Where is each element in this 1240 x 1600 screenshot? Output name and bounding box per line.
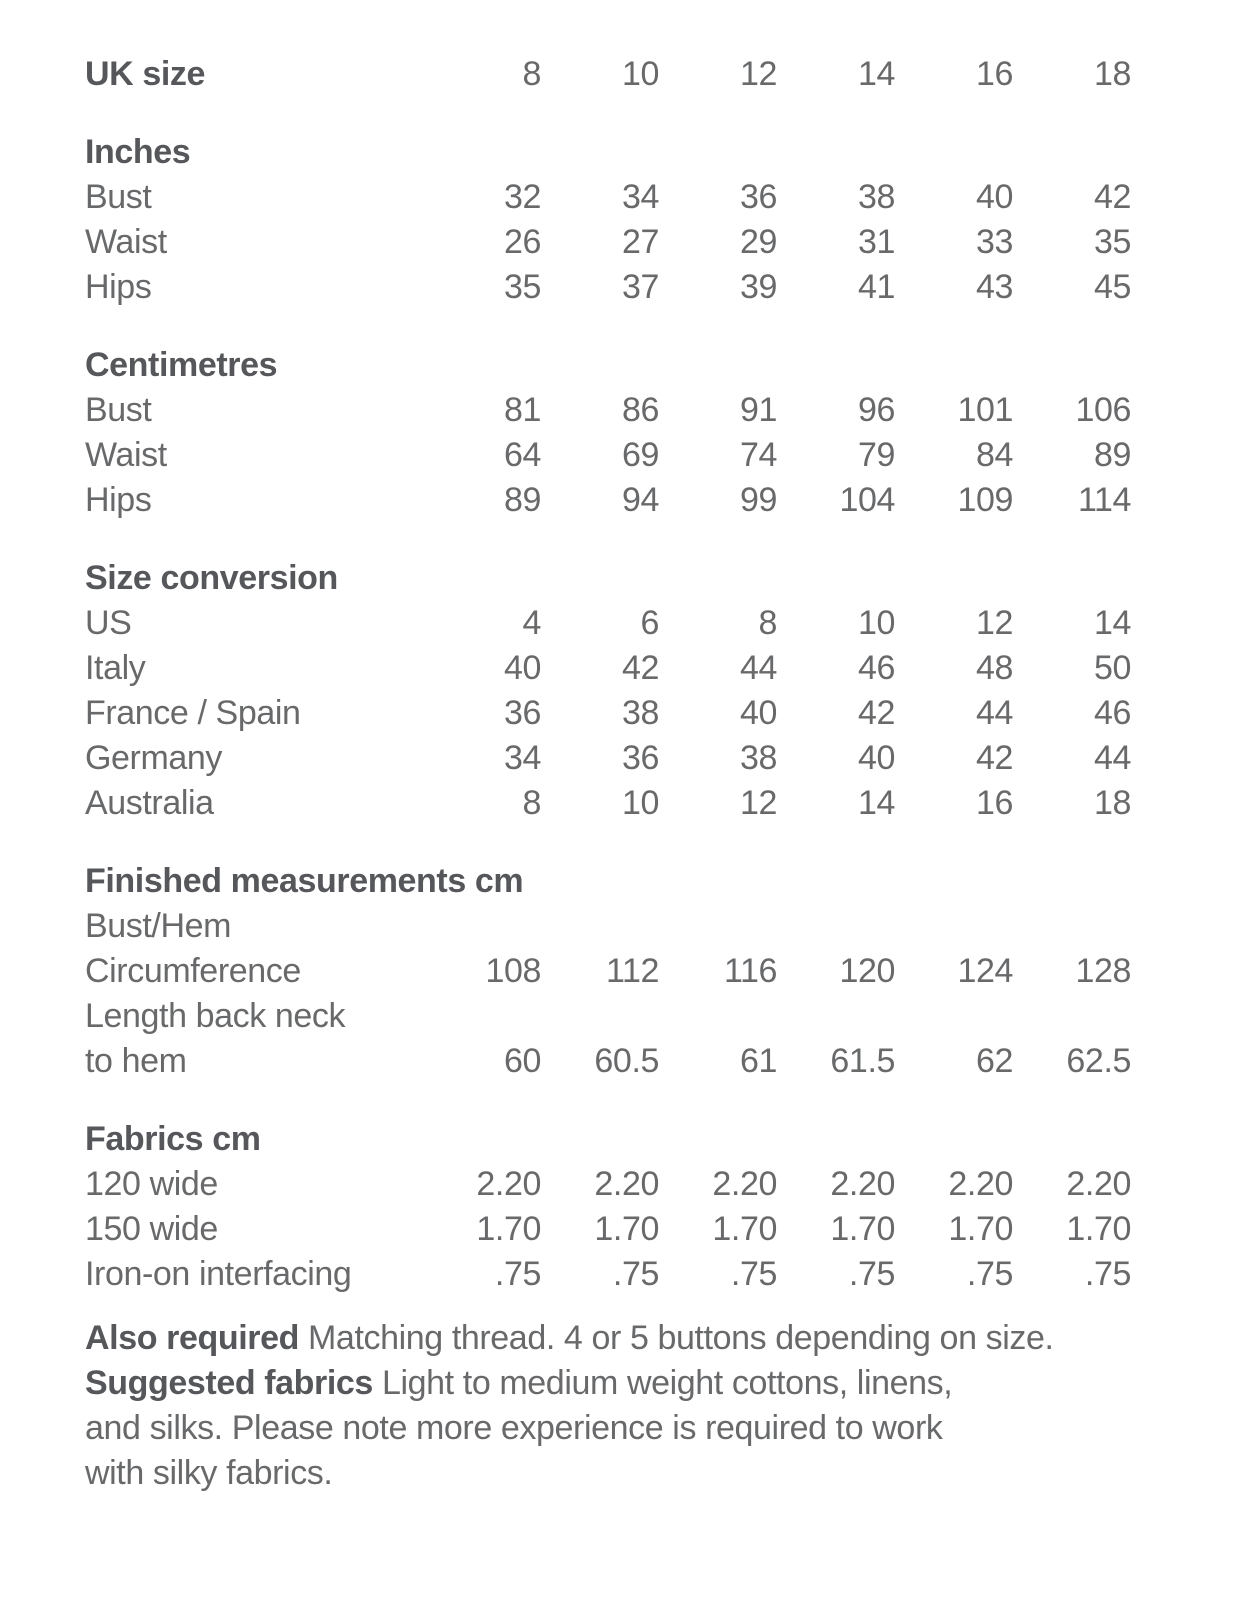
- row-label: Waist: [85, 436, 167, 474]
- row-label: Bust/Hem: [85, 907, 232, 945]
- cell-value: 42: [621, 649, 659, 687]
- cell-value: 60: [503, 1042, 541, 1080]
- section-title-centimetres: Centimetres: [85, 346, 278, 384]
- uk-size-value: 8: [522, 55, 541, 93]
- table-row: [85, 994, 1131, 1039]
- cell-value: 84: [975, 436, 1013, 474]
- cell-value: 81: [503, 391, 541, 429]
- table-row: [85, 1207, 1131, 1252]
- table-row: [85, 175, 1131, 220]
- cell-value: 37: [621, 268, 659, 306]
- row-label: Australia: [85, 784, 214, 822]
- cell-value: 42: [857, 694, 895, 732]
- table-row: [85, 736, 1131, 781]
- cell-value: 40: [503, 649, 541, 687]
- cell-value: 79: [857, 436, 895, 474]
- cell-value: 26: [503, 223, 541, 261]
- cell-value: 16: [975, 784, 1013, 822]
- cell-value: 61.5: [830, 1042, 895, 1080]
- cell-value: 50: [1093, 649, 1131, 687]
- cell-value: 112: [605, 952, 659, 990]
- uk-size-value: 18: [1093, 55, 1131, 93]
- table-row: [85, 1252, 1131, 1297]
- cell-value: 91: [739, 391, 777, 429]
- cell-value: 1.70: [476, 1210, 541, 1248]
- cell-value: 62.5: [1066, 1042, 1131, 1080]
- table-header-row: [85, 52, 1131, 97]
- cell-value: 10: [857, 604, 895, 642]
- cell-value: 38: [621, 694, 659, 732]
- cell-value: 96: [857, 391, 895, 429]
- cell-value: 2.20: [1066, 1165, 1131, 1203]
- cell-value: 40: [857, 739, 895, 777]
- row-label: 120 wide: [85, 1165, 218, 1203]
- row-label: Hips: [85, 268, 152, 306]
- cell-value: 45: [1093, 268, 1131, 306]
- table-row: [85, 904, 1131, 949]
- cell-value: 44: [975, 694, 1013, 732]
- table-row: [85, 601, 1131, 646]
- cell-value: 2.20: [712, 1165, 777, 1203]
- cell-value: 1.70: [594, 1210, 659, 1248]
- cell-value: 120: [839, 952, 895, 990]
- cell-value: 10: [621, 784, 659, 822]
- cell-value: 29: [739, 223, 777, 261]
- cell-value: 116: [723, 952, 777, 990]
- cell-value: .75: [966, 1255, 1013, 1293]
- row-label: Waist: [85, 223, 167, 261]
- cell-value: 62: [975, 1042, 1013, 1080]
- cell-value: 74: [739, 436, 777, 474]
- cell-value: 109: [957, 481, 1013, 519]
- cell-value: .75: [494, 1255, 541, 1293]
- row-label: France / Spain: [85, 694, 301, 732]
- note-text: Light to medium weight cottons, linens,: [372, 1364, 953, 1402]
- cell-value: 40: [975, 178, 1013, 216]
- cell-value: 40: [739, 694, 777, 732]
- cell-value: 46: [857, 649, 895, 687]
- cell-value: 89: [1093, 436, 1131, 474]
- row-label: to hem: [85, 1042, 187, 1080]
- note-continuation: [85, 1451, 1185, 1496]
- note-text: with silky fabrics.: [85, 1454, 333, 1492]
- cell-value: 34: [503, 739, 541, 777]
- uk-size-value: 16: [975, 55, 1013, 93]
- cell-value: 27: [621, 223, 659, 261]
- cell-value: 18: [1093, 784, 1131, 822]
- notes-paragraph: [85, 1316, 1185, 1496]
- cell-value: 43: [975, 268, 1013, 306]
- cell-value: .75: [848, 1255, 895, 1293]
- cell-value: 36: [739, 178, 777, 216]
- row-label: Italy: [85, 649, 146, 687]
- note-continuation: [85, 1406, 1185, 1451]
- row-label: Hips: [85, 481, 152, 519]
- note-suggested-fabrics: [85, 1361, 1185, 1406]
- note-lead: Also required: [85, 1319, 299, 1357]
- uk-size-label: UK size: [85, 55, 206, 93]
- table-row: [85, 1039, 1131, 1084]
- cell-value: 14: [857, 784, 895, 822]
- section-title-finished-measurements: Finished measurements cm: [85, 862, 524, 900]
- cell-value: 35: [503, 268, 541, 306]
- cell-value: 69: [621, 436, 659, 474]
- row-label: Circumference: [85, 952, 301, 990]
- table-row: [85, 265, 1131, 310]
- cell-value: 36: [621, 739, 659, 777]
- cell-value: 104: [839, 481, 895, 519]
- cell-value: 128: [1075, 952, 1131, 990]
- cell-value: 44: [739, 649, 777, 687]
- cell-value: 42: [1093, 178, 1131, 216]
- cell-value: 32: [503, 178, 541, 216]
- cell-value: 94: [621, 481, 659, 519]
- cell-value: .75: [612, 1255, 659, 1293]
- cell-value: 8: [758, 604, 777, 642]
- table-row: [85, 220, 1131, 265]
- size-chart-table: [85, 52, 1131, 1297]
- section-title-row: [85, 1084, 1131, 1162]
- table-row: [85, 949, 1131, 994]
- cell-value: 114: [1077, 481, 1131, 519]
- table-row: [85, 781, 1131, 826]
- cell-value: 34: [621, 178, 659, 216]
- cell-value: 6: [640, 604, 659, 642]
- table-row: [85, 433, 1131, 478]
- row-label: Germany: [85, 739, 223, 777]
- cell-value: 86: [621, 391, 659, 429]
- cell-value: 42: [975, 739, 1013, 777]
- cell-value: 38: [857, 178, 895, 216]
- cell-value: 41: [857, 268, 895, 306]
- cell-value: 2.20: [476, 1165, 541, 1203]
- cell-value: 60.5: [594, 1042, 659, 1080]
- table-row: [85, 691, 1131, 736]
- cell-value: 101: [957, 391, 1013, 429]
- row-label: Length back neck: [85, 997, 346, 1035]
- cell-value: 36: [503, 694, 541, 732]
- cell-value: 2.20: [594, 1165, 659, 1203]
- cell-value: 1.70: [1066, 1210, 1131, 1248]
- row-label: 150 wide: [85, 1210, 218, 1248]
- uk-size-value: 14: [857, 55, 895, 93]
- cell-value: 1.70: [948, 1210, 1013, 1248]
- cell-value: 99: [739, 481, 777, 519]
- cell-value: 64: [503, 436, 541, 474]
- section-title-row: [85, 523, 1131, 601]
- note-also-required: [85, 1316, 1185, 1361]
- uk-size-value: 12: [739, 55, 777, 93]
- cell-value: 44: [1093, 739, 1131, 777]
- cell-value: 46: [1093, 694, 1131, 732]
- cell-value: 38: [739, 739, 777, 777]
- cell-value: 48: [975, 649, 1013, 687]
- note-text: Matching thread. 4 or 5 buttons depending on size.: [298, 1319, 1054, 1357]
- cell-value: 14: [1093, 604, 1131, 642]
- table-row: [85, 646, 1131, 691]
- cell-value: 12: [739, 784, 777, 822]
- cell-value: 106: [1075, 391, 1131, 429]
- cell-value: 2.20: [830, 1165, 895, 1203]
- cell-value: 1.70: [830, 1210, 895, 1248]
- cell-value: 35: [1093, 223, 1131, 261]
- row-label: Bust: [85, 391, 152, 429]
- cell-value: 39: [739, 268, 777, 306]
- section-title-inches: Inches: [85, 133, 191, 171]
- cell-value: 4: [522, 604, 541, 642]
- table-row: [85, 478, 1131, 523]
- cell-value: 108: [485, 952, 541, 990]
- cell-value: .75: [1084, 1255, 1131, 1293]
- table-row: [85, 1162, 1131, 1207]
- section-title-size-conversion: Size conversion: [85, 559, 338, 597]
- row-label: US: [85, 604, 132, 642]
- note-text: and silks. Please note more experience is required to work: [85, 1409, 943, 1447]
- section-title-row: [85, 310, 1131, 388]
- table-row: [85, 388, 1131, 433]
- cell-value: 12: [975, 604, 1013, 642]
- cell-value: 8: [522, 784, 541, 822]
- section-title-fabrics: Fabrics cm: [85, 1120, 261, 1158]
- cell-value: .75: [730, 1255, 777, 1293]
- cell-value: 61: [739, 1042, 777, 1080]
- uk-size-value: 10: [621, 55, 659, 93]
- row-label: Iron-on interfacing: [85, 1255, 352, 1293]
- cell-value: 33: [975, 223, 1013, 261]
- section-title-row: [85, 826, 1131, 904]
- section-title-row: [85, 97, 1131, 175]
- cell-value: 1.70: [712, 1210, 777, 1248]
- cell-value: 2.20: [948, 1165, 1013, 1203]
- cell-value: 124: [957, 952, 1013, 990]
- row-label: Bust: [85, 178, 152, 216]
- cell-value: 31: [857, 223, 895, 261]
- note-lead: Suggested fabrics: [85, 1364, 373, 1402]
- cell-value: 89: [503, 481, 541, 519]
